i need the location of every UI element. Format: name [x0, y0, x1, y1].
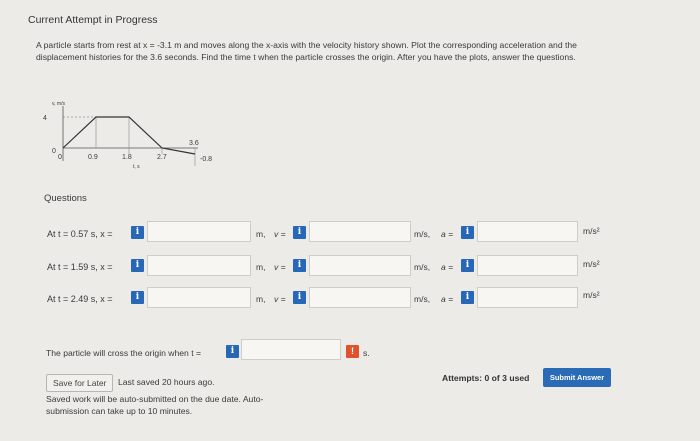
row3-a-label: a =: [441, 294, 454, 304]
row3-a-info-icon[interactable]: i: [461, 291, 474, 304]
row2-a-info-icon[interactable]: i: [461, 259, 474, 272]
row3-a-input[interactable]: [477, 287, 578, 308]
row2-x-input[interactable]: [147, 255, 251, 276]
x-tick-18: 1.8: [122, 154, 132, 161]
crossing-unit: s.: [363, 348, 370, 358]
last-saved-text: Last saved 20 hours ago.: [118, 377, 215, 387]
row1-v-label: v =: [274, 229, 286, 239]
row3-v-unit: m/s,: [414, 294, 431, 304]
row3-v-input[interactable]: [309, 287, 411, 308]
row2-v-label: v =: [274, 262, 286, 272]
y-tick-4: 4: [43, 115, 47, 122]
row1-label: At t = 0.57 s, x =: [47, 229, 113, 239]
crossing-label: The particle will cross the origin when t =: [46, 348, 201, 358]
x-tick-0: 0: [58, 154, 62, 161]
x-tick-27: 2.7: [157, 154, 167, 161]
row2-a-unit: m/s²: [583, 259, 600, 269]
velocity-graph: [38, 96, 238, 176]
crossing-input[interactable]: [241, 339, 341, 360]
row1-x-unit: m,: [256, 229, 266, 239]
row2-v-info-icon[interactable]: i: [293, 259, 306, 272]
row2-x-info-icon[interactable]: i: [131, 259, 144, 272]
graph-ylabel: v, m/s: [52, 101, 65, 107]
row3-x-info-icon[interactable]: i: [131, 291, 144, 304]
save-for-later-button[interactable]: Save for Later: [46, 374, 113, 392]
row1-v-unit: m/s,: [414, 229, 431, 239]
row1-a-label: a =: [441, 229, 454, 239]
graph-xlabel: t, s: [133, 164, 140, 170]
problem-statement: A particle starts from rest at x = -3.1 m and moves along the x-axis with the velocity history shown. Plot the corresponding acceleration and the displacement histories for the 3.6 seconds. Find the time t when the particle crosses the origin. After you have the plots, answer the questions.: [36, 40, 577, 62]
row1-v-info-icon[interactable]: i: [293, 226, 306, 239]
row1-a-input[interactable]: [477, 221, 578, 242]
neg-value-label: -0.8: [200, 156, 213, 163]
page-title: Current Attempt in Progress: [28, 14, 158, 26]
row1-x-input[interactable]: [147, 221, 251, 242]
row3-v-info-icon[interactable]: i: [293, 291, 306, 304]
row2-label: At t = 1.59 s, x =: [47, 262, 113, 272]
row1-v-input[interactable]: [309, 221, 411, 242]
row1-a-unit: m/s²: [583, 226, 600, 236]
y-tick-0: 0: [52, 148, 56, 155]
x-tick-36: 3.6: [189, 140, 199, 147]
row3-label: At t = 2.49 s, x =: [47, 294, 113, 304]
row2-v-unit: m/s,: [414, 262, 431, 272]
row3-v-label: v =: [274, 294, 286, 304]
questions-title: Questions: [44, 193, 87, 204]
row2-a-input[interactable]: [477, 255, 578, 276]
crossing-info-icon[interactable]: i: [226, 345, 239, 358]
x-tick-09: 0.9: [88, 154, 98, 161]
row3-a-unit: m/s²: [583, 290, 600, 300]
submit-answer-button[interactable]: Submit Answer: [543, 368, 611, 387]
row1-a-info-icon[interactable]: i: [461, 226, 474, 239]
row2-a-label: a =: [441, 262, 454, 272]
row2-v-input[interactable]: [309, 255, 411, 276]
row1-x-info-icon[interactable]: i: [131, 226, 144, 239]
auto-submit-notice: Saved work will be auto-submitted on the due date. Auto-submission can take up to 10 minutes.: [46, 394, 264, 416]
row3-x-input[interactable]: [147, 287, 251, 308]
attempts-counter: Attempts: 0 of 3 used: [442, 373, 530, 383]
row3-x-unit: m,: [256, 294, 266, 304]
warning-icon[interactable]: !: [346, 345, 359, 358]
row2-x-unit: m,: [256, 262, 266, 272]
